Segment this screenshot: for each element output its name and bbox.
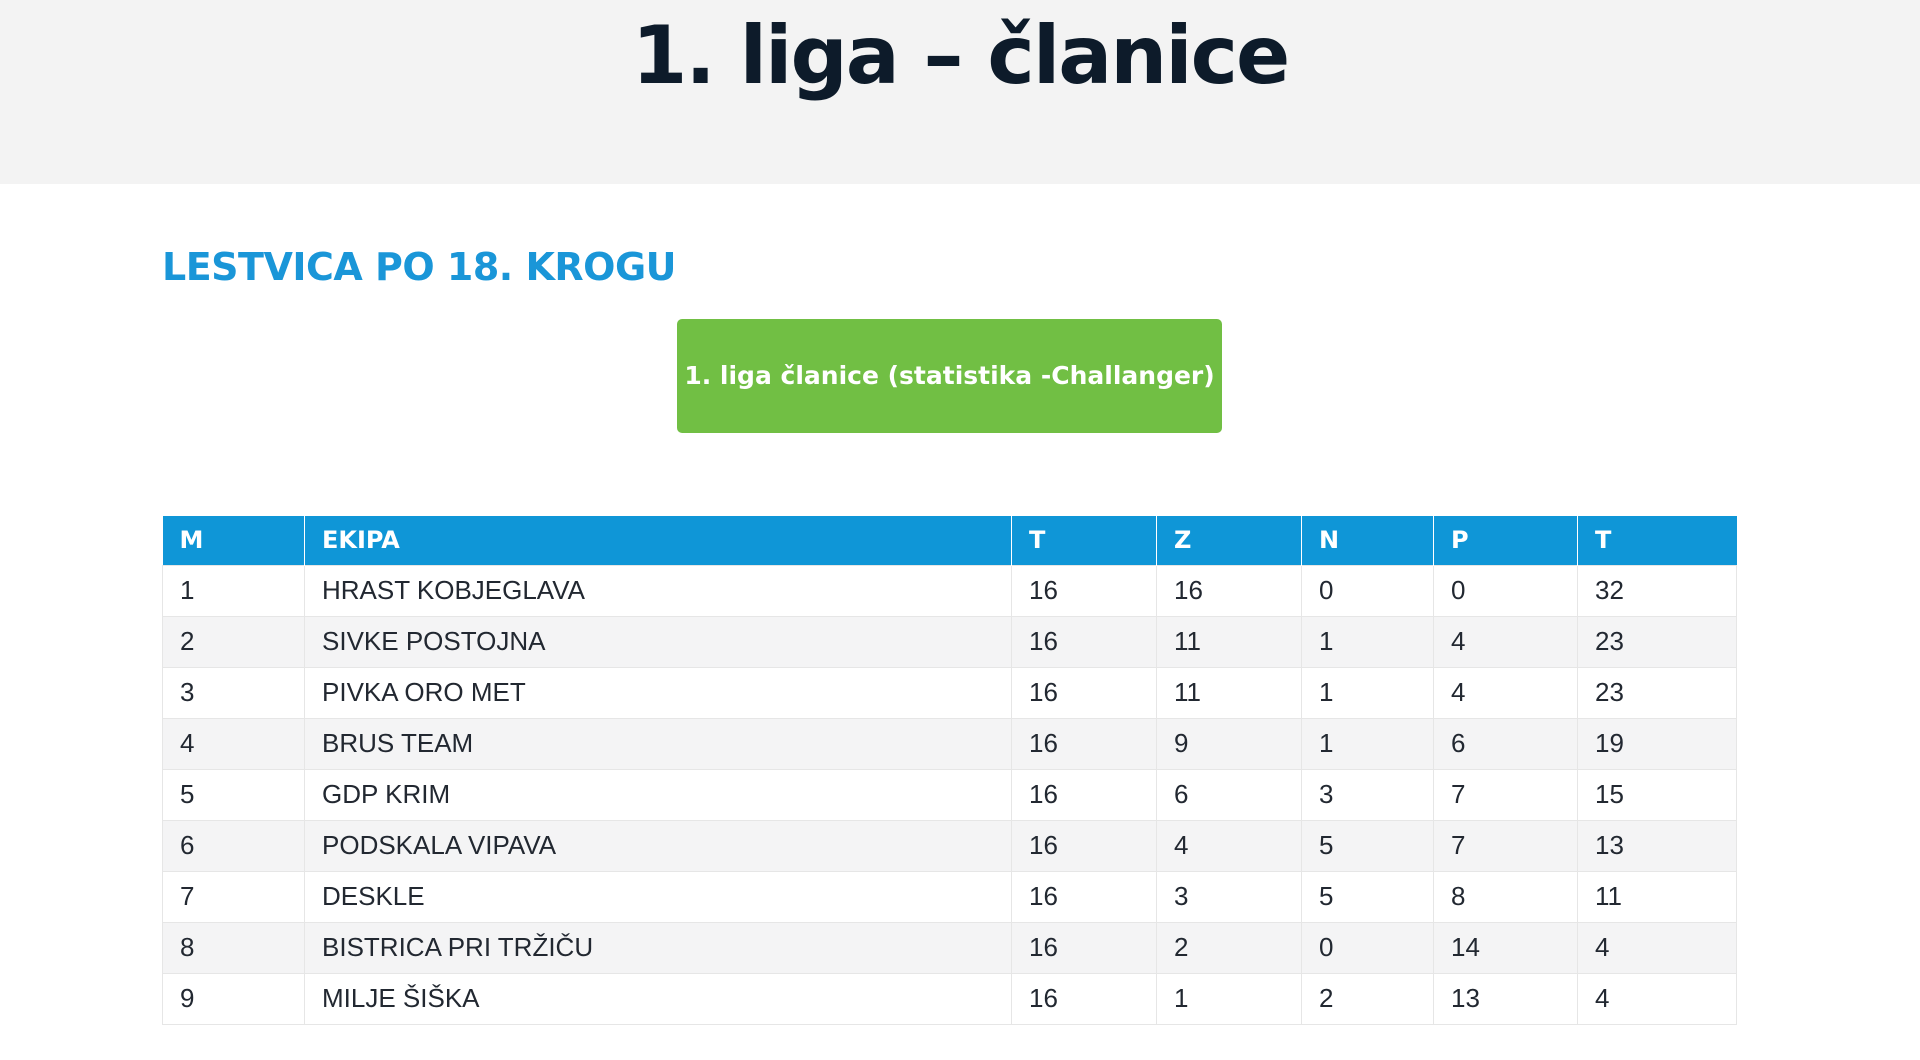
cell-played: 16 <box>1012 769 1157 820</box>
cell-draws: 1 <box>1302 667 1434 718</box>
cell-played: 16 <box>1012 667 1157 718</box>
cell-points: 4 <box>1578 922 1737 973</box>
cell-position: 3 <box>163 667 305 718</box>
cell-draws: 3 <box>1302 769 1434 820</box>
cell-draws: 5 <box>1302 871 1434 922</box>
cell-position: 5 <box>163 769 305 820</box>
table-header-row <box>163 516 1737 565</box>
cell-team: BISTRICA PRI TRŽIČU <box>305 922 1012 973</box>
cell-played: 16 <box>1012 922 1157 973</box>
col-header-played: T <box>1012 516 1157 565</box>
cell-points: 15 <box>1578 769 1737 820</box>
cell-played: 16 <box>1012 616 1157 667</box>
cell-wins: 2 <box>1157 922 1302 973</box>
cell-draws: 1 <box>1302 718 1434 769</box>
cell-wins: 1 <box>1157 973 1302 1024</box>
cell-position: 6 <box>163 820 305 871</box>
cell-played: 16 <box>1012 973 1157 1024</box>
cell-points: 23 <box>1578 667 1737 718</box>
cell-played: 16 <box>1012 718 1157 769</box>
cell-draws: 1 <box>1302 616 1434 667</box>
table-row <box>163 820 1737 871</box>
cell-wins: 11 <box>1157 616 1302 667</box>
cell-losses: 4 <box>1434 667 1578 718</box>
cell-wins: 4 <box>1157 820 1302 871</box>
standings-heading: LESTVICA PO 18. KROGU <box>162 245 677 289</box>
table-row <box>163 718 1737 769</box>
col-header-wins: Z <box>1157 516 1302 565</box>
cell-played: 16 <box>1012 871 1157 922</box>
page-title: 1. liga – članice <box>631 9 1289 102</box>
cell-position: 9 <box>163 973 305 1024</box>
table-row <box>163 667 1737 718</box>
cell-played: 16 <box>1012 820 1157 871</box>
cell-team: MILJE ŠIŠKA <box>305 973 1012 1024</box>
cell-draws: 0 <box>1302 922 1434 973</box>
cell-losses: 7 <box>1434 820 1578 871</box>
col-header-team: EKIPA <box>305 516 1012 565</box>
cell-team: HRAST KOBJEGLAVA <box>305 565 1012 616</box>
page-header-band <box>0 0 1920 184</box>
cell-played: 16 <box>1012 565 1157 616</box>
cell-losses: 4 <box>1434 616 1578 667</box>
cell-position: 2 <box>163 616 305 667</box>
col-header-losses: P <box>1434 516 1578 565</box>
table-row <box>163 922 1737 973</box>
cell-team: SIVKE POSTOJNA <box>305 616 1012 667</box>
cell-points: 32 <box>1578 565 1737 616</box>
cell-team: DESKLE <box>305 871 1012 922</box>
table-row <box>163 973 1737 1024</box>
cell-losses: 7 <box>1434 769 1578 820</box>
cell-draws: 0 <box>1302 565 1434 616</box>
statistics-button[interactable]: 1. liga članice (statistika -Challanger) <box>677 319 1222 433</box>
cell-wins: 16 <box>1157 565 1302 616</box>
cell-losses: 0 <box>1434 565 1578 616</box>
cell-position: 4 <box>163 718 305 769</box>
cell-wins: 6 <box>1157 769 1302 820</box>
cell-points: 4 <box>1578 973 1737 1024</box>
col-header-position: M <box>163 516 305 565</box>
cell-losses: 6 <box>1434 718 1578 769</box>
cell-wins: 11 <box>1157 667 1302 718</box>
cell-position: 8 <box>163 922 305 973</box>
cell-losses: 8 <box>1434 871 1578 922</box>
cell-draws: 5 <box>1302 820 1434 871</box>
cell-draws: 2 <box>1302 973 1434 1024</box>
table-row <box>163 616 1737 667</box>
cell-team: BRUS TEAM <box>305 718 1012 769</box>
cell-wins: 3 <box>1157 871 1302 922</box>
cell-points: 13 <box>1578 820 1737 871</box>
cell-position: 7 <box>163 871 305 922</box>
cell-position: 1 <box>163 565 305 616</box>
table-row <box>163 871 1737 922</box>
cell-team: PODSKALA VIPAVA <box>305 820 1012 871</box>
col-header-points: T <box>1578 516 1737 565</box>
cell-losses: 14 <box>1434 922 1578 973</box>
table-row <box>163 565 1737 616</box>
cell-wins: 9 <box>1157 718 1302 769</box>
cell-points: 23 <box>1578 616 1737 667</box>
cell-losses: 13 <box>1434 973 1578 1024</box>
table-row <box>163 769 1737 820</box>
cell-points: 11 <box>1578 871 1737 922</box>
col-header-draws: N <box>1302 516 1434 565</box>
cell-team: GDP KRIM <box>305 769 1012 820</box>
cell-points: 19 <box>1578 718 1737 769</box>
cell-team: PIVKA ORO MET <box>305 667 1012 718</box>
standings-table <box>162 516 1737 1025</box>
